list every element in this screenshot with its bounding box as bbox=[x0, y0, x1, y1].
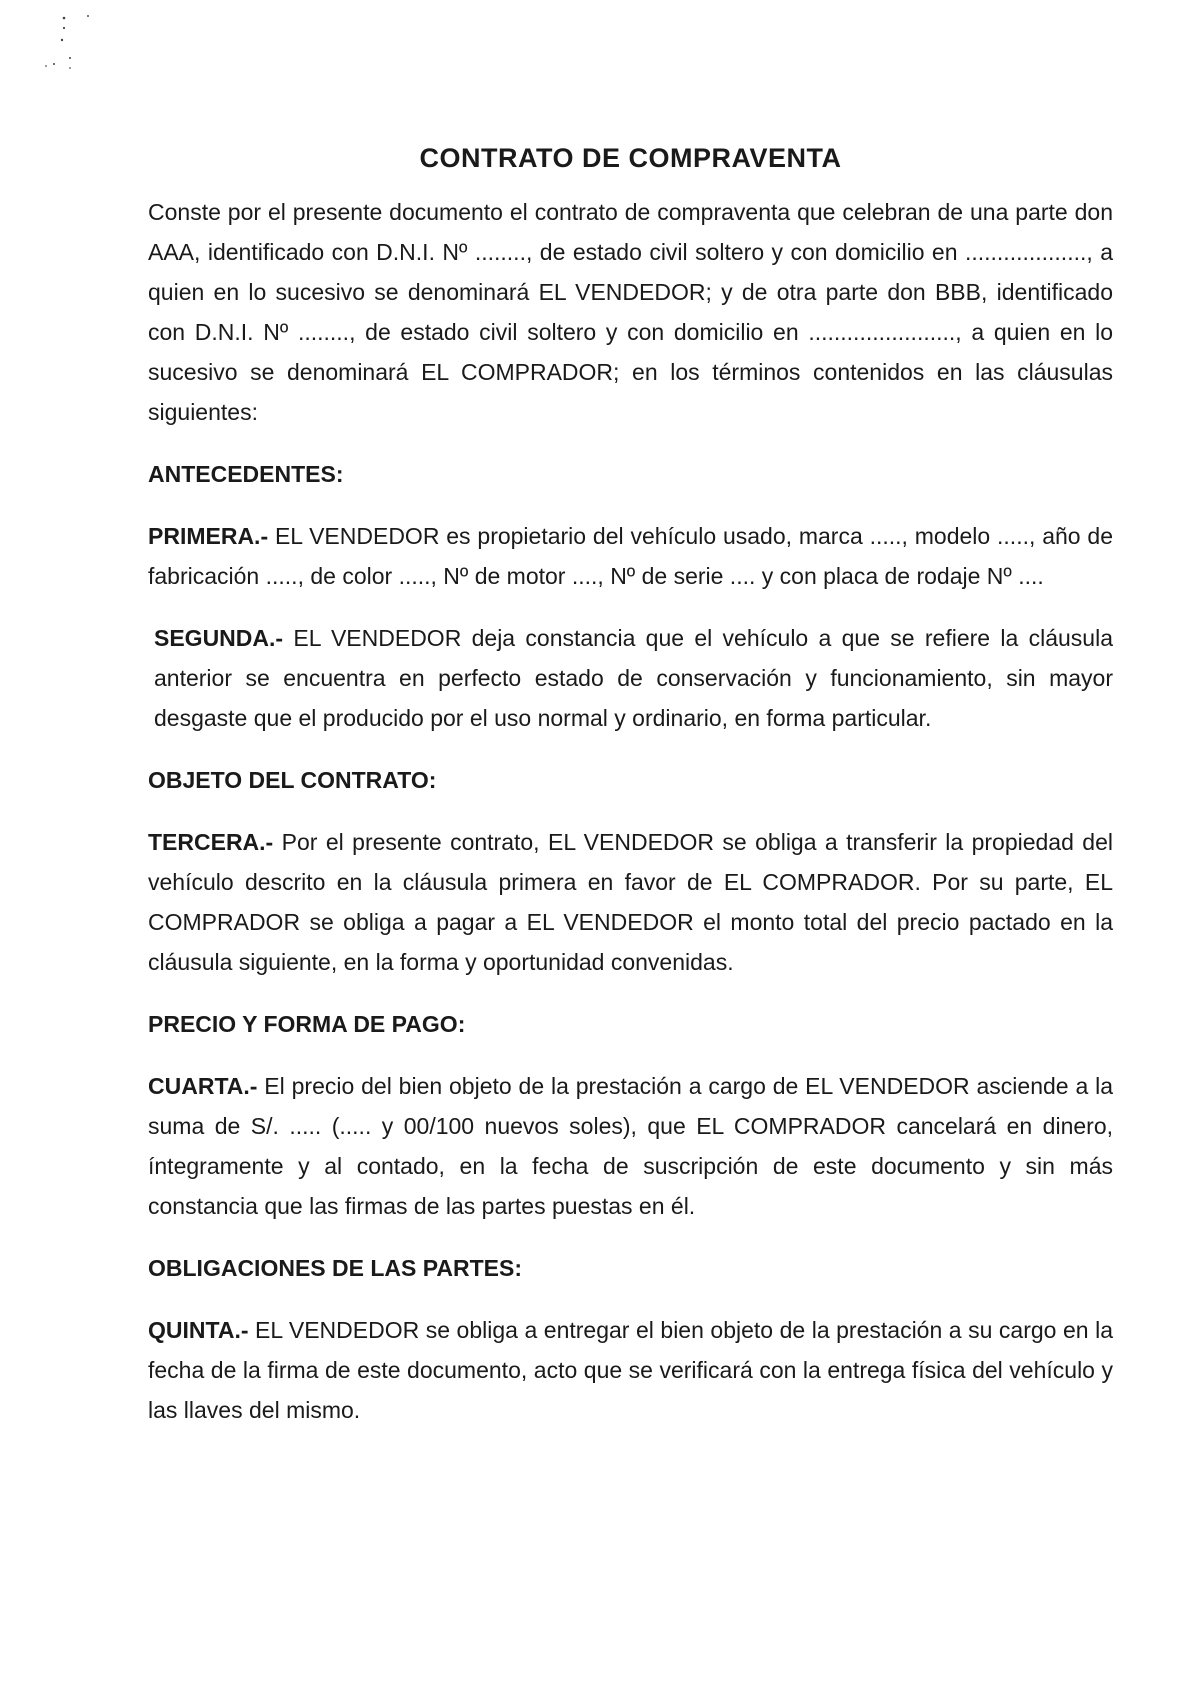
clause-cuarta bbox=[148, 1066, 1113, 1226]
clause-text: EL VENDEDOR deja constancia que el vehículo a que se refiere la cláusula anterior se encuentra en perfecto estado de conservación y funcionamiento, sin mayor desgaste que el producido por el uso normal y ordinario, en forma particular. bbox=[154, 625, 1113, 732]
section-heading-objeto: OBJETO DEL CONTRATO: bbox=[148, 767, 437, 794]
section-heading-precio: PRECIO Y FORMA DE PAGO: bbox=[148, 1011, 466, 1038]
contract-body bbox=[148, 142, 1113, 1430]
clause-label: CUARTA.- bbox=[148, 1073, 258, 1100]
section-heading-antecedentes: ANTECEDENTES: bbox=[148, 461, 344, 488]
clause-primera bbox=[148, 516, 1113, 596]
section-heading-obligaciones: OBLIGACIONES DE LAS PARTES: bbox=[148, 1255, 522, 1282]
clause-label: TERCERA.- bbox=[148, 829, 274, 856]
clause-text: Por el presente contrato, EL VENDEDOR se obliga a transferir la propiedad del vehículo descrito en la cláusula primera en favor de EL COMPRADOR. Por su parte, EL COMPRADOR se obliga a pagar a EL VENDEDOR el monto total del precio pactado en la cláusula siguiente, en la forma y oportunidad convenidas. bbox=[148, 829, 1113, 976]
clause-text: El precio del bien objeto de la prestación a cargo de EL VENDEDOR asciende a la suma de S/. ..... (..... y 00/100 nuevos soles), que EL COMPRADOR cancelará en dinero, íntegramente y al contado, en la fecha de suscripción de este documento y sin más constancia que las firmas de las partes puestas en él. bbox=[148, 1073, 1113, 1220]
clause-text: EL VENDEDOR se obliga a entregar el bien objeto de la prestación a su cargo en la fecha de la firma de este documento, acto que se verificará con la entrega física del vehículo y las llaves del mismo. bbox=[148, 1317, 1113, 1424]
clause-label: PRIMERA.- bbox=[148, 523, 269, 550]
clause-label: SEGUNDA.- bbox=[154, 625, 284, 652]
document-title: CONTRATO DE COMPRAVENTA bbox=[419, 143, 842, 173]
scan-specks bbox=[30, 10, 110, 80]
clause-quinta bbox=[148, 1310, 1113, 1430]
clause-tercera bbox=[148, 822, 1113, 982]
clause-segunda bbox=[148, 618, 1113, 738]
clause-text: EL VENDEDOR es propietario del vehículo usado, marca ....., modelo ....., año de fabricación ....., de color ....., Nº de motor ...., Nº de serie .... y con placa de rodaje Nº .... bbox=[148, 523, 1113, 590]
clause-label: QUINTA.- bbox=[148, 1317, 249, 1344]
intro-paragraph: Conste por el presente documento el contrato de compraventa que celebran de una parte don AAA, identificado con D.N.I. Nº ........, de estado civil soltero y con domicilio en ..................., a quien en lo sucesivo se denominará EL VENDEDOR; y de otra parte don BBB, identificado con D.N.I. Nº ........, de estado civil soltero y con domicilio en ......................., a quien en lo sucesivo se denominará EL COMPRADOR; en los términos contenidos en las cláusulas siguientes: bbox=[148, 199, 1113, 426]
